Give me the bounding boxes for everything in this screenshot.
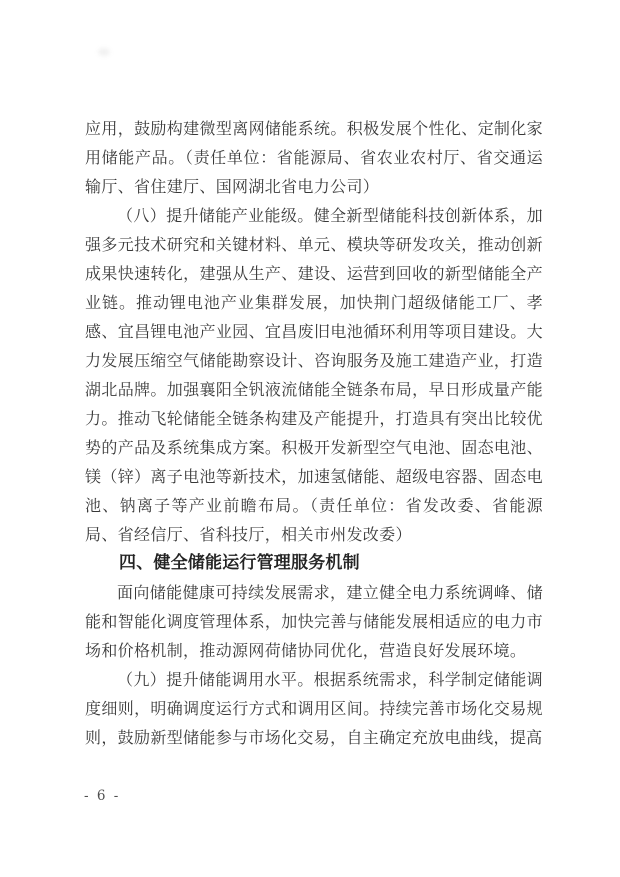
scan-smudge-artifact (98, 48, 110, 56)
document-body (85, 114, 543, 752)
paragraph-continuation-responsibility-units: 应用，鼓励构建微型离网储能系统。积极发展个性化、定制化家用储能产品。（责任单位：省能源局、省农业农村厅、省交通运输厅、省住建厅、国网湖北省电力公司） (85, 119, 543, 196)
page-number: - 6 - (84, 788, 121, 804)
paragraph-item-9-dispatch-level: （九）提升储能调用水平。根据系统需求，科学制定储能调度细则，明确调度运行方式和调用区间。持续完善市场化交易规则，鼓励新型储能参与市场化交易，自主确定充放电曲线，提高 (85, 670, 543, 747)
paragraph-item-8-energy-storage-industry: （八）提升储能产业能级。健全新型储能科技创新体系，加强多元技术研究和关键材料、单元、模块等研发攻关，推动创新成果快速转化，建强从生产、建设、运营到回收的新型储能全产业链。推动锂电池产业集群发展，加快荆门超级储能工厂、孝感、宜昌锂电池产业园、宜昌废旧电池循环利用等项目建设。大力发展压缩空气储能勘察设计、咨询服务及施工建造产业，打造湖北品牌。加强襄阳全钒液流储能全链条布局，早日形成量产能力。推动飞轮储能全链条构建及产能提升，打造具有突出比较优势的产品及系统集成方案。积极开发新型空气电池、固态电池、镁（锌）离子电池等新技术，加速氢储能、超级电容器、固态电池、钠离子等产业前瞻布局。（责任单位：省发改委、省能源局、省经信厅、省科技厅，相关市州发改委） (85, 206, 543, 544)
section-heading-4-operation-management: 四、健全储能运行管理服务机制 (119, 553, 360, 573)
paragraph-section-4-intro: 面向储能健康可持续发展需求，建立健全电力系统调峰、储能和智能化调度管理体系，加快完善与储能发展相适应的电力市场和价格机制，推动源网荷储协同优化，营造良好发展环境。 (85, 583, 543, 660)
